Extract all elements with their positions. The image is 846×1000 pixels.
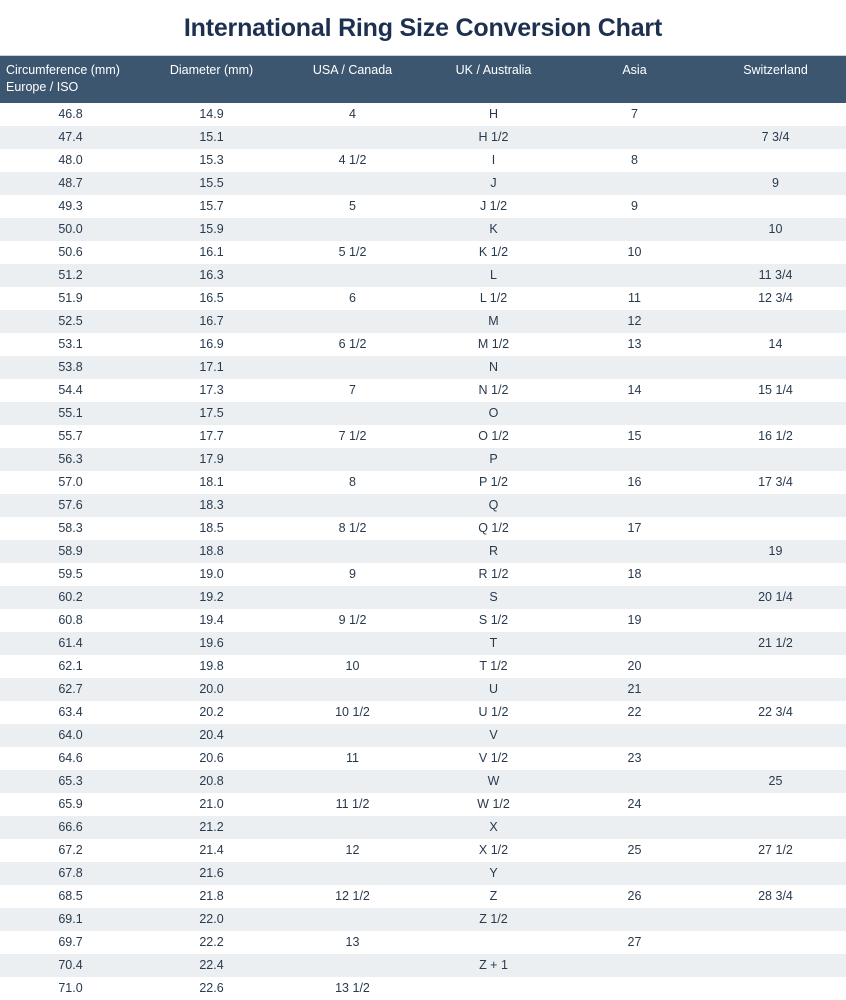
table-cell: [705, 195, 846, 218]
table-cell: [423, 977, 564, 1000]
table-row: [0, 172, 846, 195]
table-cell: 46.8: [58, 106, 83, 121]
table-cell: J: [490, 175, 497, 190]
table-cell: 19.6: [199, 635, 224, 650]
table-cell: 19: [627, 612, 642, 627]
table-cell: 9: [631, 198, 638, 213]
table-row: [0, 287, 846, 310]
table-row: [0, 724, 846, 747]
table-cell: [564, 126, 705, 149]
table-cell: [705, 609, 846, 632]
table-cell: 21.2: [199, 819, 224, 834]
table-cell: M 1/2: [477, 336, 510, 351]
table-cell: 21.0: [199, 796, 224, 811]
table-cell: [282, 632, 423, 655]
table-cell: 49.3: [58, 198, 83, 213]
ring-size-conversion-table: [0, 56, 846, 1000]
table-row: [0, 103, 846, 126]
table-cell: N: [488, 359, 499, 374]
table-cell: [564, 632, 705, 655]
table-cell: 7: [349, 382, 356, 397]
table-cell: 7 1/2: [338, 428, 367, 443]
table-cell: [282, 540, 423, 563]
table-cell: 8: [631, 152, 638, 167]
table-row: [0, 402, 846, 425]
table-row: [0, 678, 846, 701]
table-cell: [705, 678, 846, 701]
table-cell: [423, 931, 564, 954]
table-cell: 5 1/2: [338, 244, 367, 259]
table-cell: 19.4: [199, 612, 224, 627]
table-cell: T: [489, 635, 498, 650]
table-cell: [705, 241, 846, 264]
table-row: [0, 563, 846, 586]
table-cell: H: [488, 106, 499, 121]
table-cell: 21.6: [199, 865, 224, 880]
table-row: [0, 609, 846, 632]
table-cell: [564, 977, 705, 1000]
table-cell: 13: [627, 336, 642, 351]
table-row: [0, 977, 846, 1000]
table-cell: 50.6: [58, 244, 83, 259]
table-cell: Z 1/2: [479, 911, 508, 926]
table-cell: 16.9: [199, 336, 224, 351]
table-cell: [564, 816, 705, 839]
table-cell: 47.4: [58, 129, 83, 144]
table-cell: [705, 977, 846, 1000]
table-cell: 51.9: [58, 290, 83, 305]
table-cell: 15.9: [199, 221, 224, 236]
column-header-usa-canada: USA / Canada: [282, 56, 423, 103]
table-row: [0, 747, 846, 770]
table-cell: Z + 1: [479, 957, 508, 972]
table-cell: Q: [488, 497, 499, 512]
table-cell: 16: [627, 474, 642, 489]
table-cell: [564, 724, 705, 747]
table-cell: 48.7: [58, 175, 83, 190]
table-cell: 25: [768, 773, 783, 788]
table-cell: 15.1: [199, 129, 224, 144]
table-cell: L: [490, 267, 497, 282]
table-cell: 22.6: [199, 980, 224, 995]
table-cell: [564, 586, 705, 609]
table-cell: [564, 770, 705, 793]
table-row: [0, 310, 846, 333]
table-cell: 16.5: [199, 290, 224, 305]
table-cell: 12: [345, 842, 360, 857]
table-cell: [705, 494, 846, 517]
table-cell: 5: [349, 198, 356, 213]
table-cell: [705, 655, 846, 678]
table-cell: 48.0: [58, 152, 83, 167]
table-cell: 20.6: [199, 750, 224, 765]
table-cell: 54.4: [58, 382, 83, 397]
table-row: [0, 770, 846, 793]
table-cell: 9 1/2: [338, 612, 367, 627]
table-cell: 51.2: [58, 267, 83, 282]
table-cell: 58.9: [58, 543, 83, 558]
table-cell: [282, 356, 423, 379]
table-cell: V 1/2: [478, 750, 509, 765]
table-cell: [282, 218, 423, 241]
table-cell: 10: [627, 244, 642, 259]
table-cell: 64.6: [58, 750, 83, 765]
table-cell: 71.0: [58, 980, 83, 995]
table-cell: [282, 494, 423, 517]
table-row: [0, 816, 846, 839]
page-title: International Ring Size Conversion Chart: [183, 14, 663, 42]
table-cell: [705, 816, 846, 839]
table-cell: 69.7: [58, 934, 83, 949]
table-row: [0, 954, 846, 977]
table-cell: I: [491, 152, 496, 167]
table-row: [0, 517, 846, 540]
table-cell: 62.1: [58, 658, 83, 673]
table-cell: 60.8: [58, 612, 83, 627]
table-cell: [705, 356, 846, 379]
table-cell: [705, 310, 846, 333]
table-cell: 20 1/4: [758, 589, 793, 604]
table-row: [0, 839, 846, 862]
table-cell: 7 3/4: [761, 129, 790, 144]
table-cell: 20.4: [199, 727, 224, 742]
table-cell: 63.4: [58, 704, 83, 719]
table-cell: W: [487, 773, 500, 788]
table-cell: P 1/2: [479, 474, 508, 489]
table-cell: 20.2: [199, 704, 224, 719]
table-cell: [282, 586, 423, 609]
table-cell: 57.6: [58, 497, 83, 512]
table-cell: [564, 862, 705, 885]
table-cell: 64.0: [58, 727, 83, 742]
table-cell: 15: [627, 428, 642, 443]
table-cell: [705, 402, 846, 425]
table-row: [0, 333, 846, 356]
table-cell: P: [489, 451, 498, 466]
table-header: [0, 56, 846, 103]
table-cell: 61.4: [58, 635, 83, 650]
table-cell: 17.1: [199, 359, 224, 374]
table-cell: 16.1: [199, 244, 224, 259]
table-cell: 17.7: [199, 428, 224, 443]
table-row: [0, 195, 846, 218]
table-body: [0, 103, 846, 1000]
table-row: [0, 356, 846, 379]
table-cell: 24: [627, 796, 642, 811]
table-cell: 19.2: [199, 589, 224, 604]
table-cell: [564, 954, 705, 977]
table-cell: [705, 724, 846, 747]
table-cell: 19.0: [199, 566, 224, 581]
table-cell: 55.7: [58, 428, 83, 443]
table-row: [0, 264, 846, 287]
table-cell: N 1/2: [478, 382, 509, 397]
table-cell: 12 1/2: [335, 888, 370, 903]
table-cell: [705, 517, 846, 540]
table-cell: 6 1/2: [338, 336, 367, 351]
table-cell: 20: [627, 658, 642, 673]
table-cell: 26: [627, 888, 642, 903]
table-cell: U 1/2: [478, 704, 509, 719]
table-cell: [705, 103, 846, 126]
table-cell: S 1/2: [478, 612, 509, 627]
table-cell: 4 1/2: [338, 152, 367, 167]
table-cell: 11: [346, 750, 359, 765]
table-cell: 69.1: [58, 911, 83, 926]
table-row: [0, 218, 846, 241]
table-cell: 67.2: [58, 842, 83, 857]
table-row: [0, 149, 846, 172]
table-cell: [282, 310, 423, 333]
table-cell: 21: [627, 681, 642, 696]
table-cell: 55.1: [58, 405, 83, 420]
table-header-row: [0, 56, 846, 103]
table-cell: 11: [628, 290, 641, 305]
table-cell: [282, 770, 423, 793]
table-cell: 53.8: [58, 359, 83, 374]
table-cell: 66.6: [58, 819, 83, 834]
column-header-circumference: [0, 56, 141, 103]
table-cell: L 1/2: [479, 290, 508, 305]
table-cell: 17.5: [199, 405, 224, 420]
table-cell: R 1/2: [478, 566, 509, 581]
table-cell: 7: [631, 106, 638, 121]
table-cell: 4: [349, 106, 356, 121]
table-cell: 56.3: [58, 451, 83, 466]
table-row: [0, 931, 846, 954]
table-cell: [282, 448, 423, 471]
table-cell: [564, 172, 705, 195]
table-cell: 50.0: [58, 221, 83, 236]
table-cell: [282, 678, 423, 701]
table-cell: 23: [627, 750, 642, 765]
table-cell: [282, 816, 423, 839]
table-cell: [564, 356, 705, 379]
table-row: [0, 862, 846, 885]
table-cell: 16.7: [199, 313, 224, 328]
table-cell: [282, 908, 423, 931]
table-cell: 21 1/2: [758, 635, 793, 650]
table-row: [0, 425, 846, 448]
table-row: [0, 126, 846, 149]
table-cell: 17.9: [199, 451, 224, 466]
table-cell: [564, 264, 705, 287]
table-cell: 52.5: [58, 313, 83, 328]
table-cell: O: [488, 405, 499, 420]
table-cell: R: [488, 543, 499, 558]
table-cell: [705, 954, 846, 977]
table-cell: [564, 540, 705, 563]
table-row: [0, 471, 846, 494]
table-row: [0, 885, 846, 908]
table-cell: 25: [627, 842, 642, 857]
table-cell: 9: [349, 566, 356, 581]
table-cell: 68.5: [58, 888, 83, 903]
table-cell: Z: [489, 888, 498, 903]
table-cell: 10: [345, 658, 360, 673]
table-cell: [705, 908, 846, 931]
table-cell: 13 1/2: [335, 980, 370, 995]
table-cell: [282, 264, 423, 287]
table-cell: 20.0: [199, 681, 224, 696]
table-cell: Q 1/2: [478, 520, 509, 535]
table-cell: Y: [489, 865, 498, 880]
table-cell: X 1/2: [478, 842, 509, 857]
table-cell: T 1/2: [479, 658, 508, 673]
table-cell: [705, 747, 846, 770]
table-cell: 62.7: [58, 681, 83, 696]
table-cell: 12: [627, 313, 642, 328]
table-cell: 22: [627, 704, 642, 719]
table-cell: 18.5: [199, 520, 224, 535]
table-cell: 18.3: [199, 497, 224, 512]
table-cell: 13: [345, 934, 360, 949]
table-cell: [705, 448, 846, 471]
table-cell: O 1/2: [478, 428, 509, 443]
table-cell: 22.2: [199, 934, 224, 949]
table-cell: 15.3: [199, 152, 224, 167]
table-row: [0, 655, 846, 678]
table-cell: 17 3/4: [758, 474, 793, 489]
table-cell: 10: [768, 221, 783, 236]
table-cell: 67.8: [58, 865, 83, 880]
table-cell: 18: [627, 566, 642, 581]
column-header-switzerland: Switzerland: [705, 56, 846, 103]
table-cell: 19.8: [199, 658, 224, 673]
table-cell: W 1/2: [477, 796, 510, 811]
table-row: [0, 448, 846, 471]
table-cell: [705, 862, 846, 885]
table-row: [0, 701, 846, 724]
table-cell: K: [489, 221, 498, 236]
table-cell: 14: [768, 336, 783, 351]
table-cell: 10 1/2: [335, 704, 370, 719]
table-cell: 28 3/4: [758, 888, 793, 903]
table-cell: 57.0: [58, 474, 83, 489]
table-cell: U: [488, 681, 499, 696]
table-cell: 15.5: [199, 175, 224, 190]
table-cell: [564, 494, 705, 517]
table-cell: 15.7: [199, 198, 224, 213]
table-cell: 27 1/2: [758, 842, 793, 857]
table-row: [0, 632, 846, 655]
table-cell: [282, 172, 423, 195]
table-cell: V: [489, 727, 498, 742]
table-cell: 14: [627, 382, 642, 397]
table-cell: 59.5: [58, 566, 83, 581]
table-cell: 18.8: [199, 543, 224, 558]
table-cell: [282, 126, 423, 149]
table-cell: 21.4: [199, 842, 224, 857]
table-cell: S: [489, 589, 498, 604]
table-cell: 19: [768, 543, 783, 558]
table-row: [0, 494, 846, 517]
table-cell: M: [488, 313, 499, 328]
table-row: [0, 540, 846, 563]
table-cell: [564, 448, 705, 471]
table-cell: 20.8: [199, 773, 224, 788]
table-row: [0, 908, 846, 931]
table-cell: 65.3: [58, 773, 83, 788]
table-cell: 16 1/2: [758, 428, 793, 443]
table-cell: 22.4: [199, 957, 224, 972]
table-cell: [282, 724, 423, 747]
table-cell: [705, 793, 846, 816]
column-header-diameter: Diameter (mm): [141, 56, 282, 103]
table-cell: 21.8: [199, 888, 224, 903]
table-row: [0, 793, 846, 816]
column-header-line1: Circumference (mm): [6, 63, 120, 77]
table-row: [0, 379, 846, 402]
table-cell: 11 1/2: [335, 796, 370, 811]
table-cell: 14.9: [199, 106, 224, 121]
table-cell: 6: [349, 290, 356, 305]
column-header-asia: Asia: [564, 56, 705, 103]
table-cell: [705, 563, 846, 586]
table-cell: 60.2: [58, 589, 83, 604]
table-cell: 16.3: [199, 267, 224, 282]
table-cell: 12 3/4: [758, 290, 793, 305]
table-cell: 22.0: [199, 911, 224, 926]
table-cell: 65.9: [58, 796, 83, 811]
table-cell: 22 3/4: [758, 704, 793, 719]
table-cell: 58.3: [58, 520, 83, 535]
table-cell: [564, 908, 705, 931]
table-cell: 8: [349, 474, 356, 489]
table-cell: X: [489, 819, 498, 834]
table-cell: 9: [772, 175, 779, 190]
table-cell: [282, 402, 423, 425]
table-cell: [705, 149, 846, 172]
table-cell: [564, 218, 705, 241]
column-header-uk-australia: UK / Australia: [423, 56, 564, 103]
table-row: [0, 241, 846, 264]
table-cell: 17: [627, 520, 642, 535]
table-cell: 8 1/2: [338, 520, 367, 535]
table-row: [0, 586, 846, 609]
table-cell: 15 1/4: [758, 382, 793, 397]
column-header-line2: Europe / ISO: [6, 79, 79, 94]
table-cell: K 1/2: [478, 244, 509, 259]
table-cell: 17.3: [199, 382, 224, 397]
table-cell: 27: [627, 934, 642, 949]
table-cell: [282, 954, 423, 977]
table-cell: J 1/2: [479, 198, 508, 213]
table-cell: 53.1: [58, 336, 83, 351]
table-cell: 70.4: [58, 957, 83, 972]
table-cell: H 1/2: [478, 129, 509, 144]
table-cell: [705, 931, 846, 954]
table-cell: [282, 862, 423, 885]
table-cell: [564, 402, 705, 425]
table-cell: 11 3/4: [758, 267, 793, 282]
table-cell: 18.1: [199, 474, 224, 489]
